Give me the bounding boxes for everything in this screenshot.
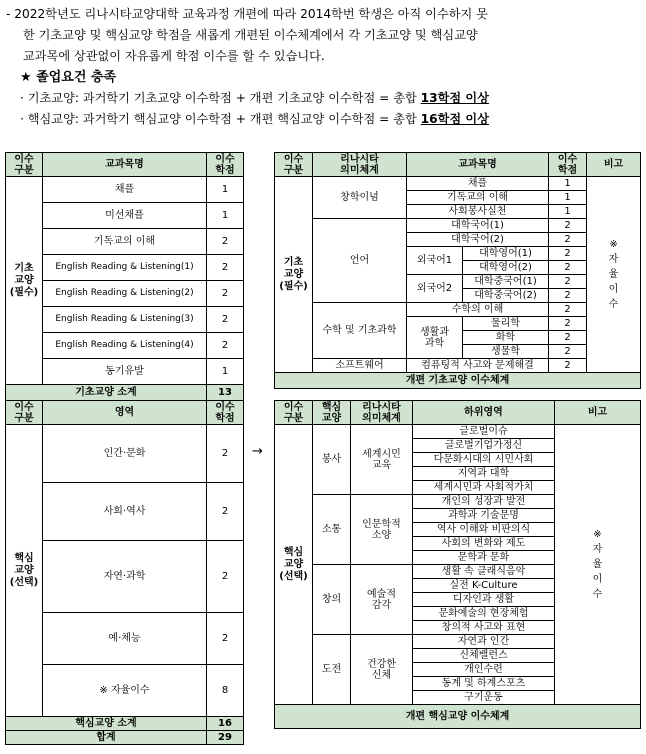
header-subarea: 하위영역 xyxy=(413,401,555,425)
area-name: 자연·과학 xyxy=(43,541,207,613)
course-credit: 2 xyxy=(549,303,587,317)
subtotal-value: 13 xyxy=(207,385,244,401)
subtotal-label: 핵심교양 소계 xyxy=(6,717,207,731)
course-credit: 2 xyxy=(549,317,587,331)
course-name: 대학중국어(2) xyxy=(463,289,549,303)
area-credit: 2 xyxy=(207,425,244,483)
course-credit: 2 xyxy=(549,275,587,289)
meaning-cell: 언어 xyxy=(313,219,407,303)
subarea-cell: 사회의 변화와 제도 xyxy=(413,537,555,551)
course-name: English Reading & Listening(1) xyxy=(43,255,207,281)
course-name: English Reading & Listening(3) xyxy=(43,307,207,333)
header-course: 교과목명 xyxy=(407,153,549,177)
subarea-cell: 지역과 대학 xyxy=(413,467,555,481)
course-credit: 2 xyxy=(549,331,587,345)
total-label: 합계 xyxy=(6,731,207,745)
header-division: 이수 구분 xyxy=(6,153,43,177)
area-name: ※ 자율이수 xyxy=(43,665,207,717)
group-core: 핵심 교양 (선택) xyxy=(6,425,43,717)
meaning-cell: 세계시민 교육 xyxy=(351,425,413,495)
course-credit: 1 xyxy=(549,191,587,205)
course-name: 미선채플 xyxy=(43,203,207,229)
basic-requirement-text: · 기초교양: 과거학기 기초교양 이수학점 + 개편 기초교양 이수학점 = 총합 xyxy=(20,91,421,105)
course-credit: 2 xyxy=(549,359,587,373)
area-credit: 2 xyxy=(207,613,244,665)
area-credit: 2 xyxy=(207,483,244,541)
subarea-cell: 세계시민과 사회적가치 xyxy=(413,481,555,495)
meaning-cell: 수학 및 기초과학 xyxy=(313,303,407,359)
footer-label: 개편 핵심교양 이수체계 xyxy=(275,705,641,729)
course-credit: 2 xyxy=(207,229,244,255)
header-division: 이수 구분 xyxy=(275,153,313,177)
subarea-cell: 문화예술의 현장체험 xyxy=(413,607,555,621)
old-core-table xyxy=(5,400,244,745)
course-credit: 2 xyxy=(549,219,587,233)
group-core: 핵심 교양 (선택) xyxy=(275,425,313,705)
header-core: 핵심 교양 xyxy=(313,401,351,425)
meaning-cell: 창학이념 xyxy=(313,177,407,219)
course-credit: 2 xyxy=(207,255,244,281)
area-name: 인간·문화 xyxy=(43,425,207,483)
header-credit: 이수 학점 xyxy=(207,401,244,425)
note-cell: ※ 자 율 이 수 xyxy=(555,425,641,705)
course-credit: 1 xyxy=(549,177,587,191)
core-requirement-credits: 16학점 이상 xyxy=(420,112,489,126)
course-name: 채플 xyxy=(407,177,549,191)
meaning-cell: 예술적 감각 xyxy=(351,565,413,635)
subarea-cell: 글로벌기업가정신 xyxy=(413,439,555,453)
core-requirement-text: · 핵심교양: 과거학기 핵심교양 이수학점 + 개편 핵심교양 이수학점 = 총합 xyxy=(20,112,421,126)
meaning-cell: 건강한 신체 xyxy=(351,635,413,705)
course-name: 생물학 xyxy=(463,345,549,359)
core-cell: 창의 xyxy=(313,565,351,635)
course-credit: 2 xyxy=(207,333,244,359)
old-basic-table xyxy=(5,152,244,401)
note-cell: ※ 자 율 이 수 xyxy=(587,177,641,373)
graduation-title: ★ 졸업요건 충족 xyxy=(20,70,117,85)
subarea-cell: 실전 K-Culture xyxy=(413,579,555,593)
course-name: 기독교의 이해 xyxy=(43,229,207,255)
subarea-cell: 과학과 기술문명 xyxy=(413,509,555,523)
course-credit: 2 xyxy=(549,261,587,275)
course-name: 사회봉사실천 xyxy=(407,205,549,219)
header-credit: 이수 학점 xyxy=(549,153,587,177)
group-basic: 기초 교양 (필수) xyxy=(275,177,313,373)
basic-requirement-credits: 13학점 이상 xyxy=(420,91,489,105)
intro-line: 한 기초교양 및 핵심교양 학점을 새롭게 개편된 이수체계에서 각 기초교양 및 핵심교양 xyxy=(23,28,478,42)
header-meaning: 리나시타 의미체계 xyxy=(351,401,413,425)
course-name: 채플 xyxy=(43,177,207,203)
total-value: 29 xyxy=(207,731,244,745)
course-credit: 1 xyxy=(207,359,244,385)
header-credit: 이수 학점 xyxy=(207,153,244,177)
subtotal-label: 기초교양 소계 xyxy=(6,385,207,401)
basic-requirement xyxy=(6,88,642,109)
subarea-cell: 신체밸런스 xyxy=(413,649,555,663)
course-name: English Reading & Listening(4) xyxy=(43,333,207,359)
course-credit: 1 xyxy=(207,203,244,229)
subarea-cell: 다문화시대의 시민사회 xyxy=(413,453,555,467)
core-cell: 소통 xyxy=(313,495,351,565)
arrow-icon: → xyxy=(252,444,263,459)
header-meaning: 리나시타 의미체계 xyxy=(313,153,407,177)
subarea-cell: 자연과 인간 xyxy=(413,635,555,649)
course-credit: 2 xyxy=(549,233,587,247)
sub-cell: 외국어1 xyxy=(407,247,463,275)
sub-cell: 생활과 과학 xyxy=(407,317,463,359)
new-basic-table xyxy=(274,152,641,389)
course-name: 컴퓨팅적 사고와 문제해결 xyxy=(407,359,549,373)
subarea-cell: 창의적 사고와 표현 xyxy=(413,621,555,635)
course-credit: 1 xyxy=(207,177,244,203)
course-name: 대학영어(2) xyxy=(463,261,549,275)
course-name: 화학 xyxy=(463,331,549,345)
course-credit: 2 xyxy=(207,281,244,307)
subarea-cell: 구기운동 xyxy=(413,691,555,705)
area-credit: 8 xyxy=(207,665,244,717)
subarea-cell: 개인수련 xyxy=(413,663,555,677)
header-note: 비고 xyxy=(587,153,641,177)
course-name: 동기유발 xyxy=(43,359,207,385)
course-name: 대학국어(2) xyxy=(407,233,549,247)
subarea-cell: 동계 및 하계스포츠 xyxy=(413,677,555,691)
course-name: English Reading & Listening(2) xyxy=(43,281,207,307)
header-area: 영역 xyxy=(43,401,207,425)
course-name: 수학의 이해 xyxy=(407,303,549,317)
area-credit: 2 xyxy=(207,541,244,613)
new-core-table xyxy=(274,400,641,729)
area-name: 예·체능 xyxy=(43,613,207,665)
core-cell: 도전 xyxy=(313,635,351,705)
course-credit: 2 xyxy=(549,345,587,359)
intro-line: 교과목에 상관없이 자유롭게 학점 이수를 할 수 있습니다. xyxy=(23,49,325,63)
intro-line: - 2022학년도 리나시타교양대학 교육과정 개편에 따라 2014학번 학생은 아직 이수하지 못 xyxy=(6,7,488,21)
core-cell: 봉사 xyxy=(313,425,351,495)
course-name: 대학중국어(1) xyxy=(463,275,549,289)
course-credit: 2 xyxy=(207,307,244,333)
sub-cell: 외국어2 xyxy=(407,275,463,303)
course-credit: 2 xyxy=(549,247,587,261)
subarea-cell: 생활 속 클래식음악 xyxy=(413,565,555,579)
course-name: 기독교의 이해 xyxy=(407,191,549,205)
course-name: 물리학 xyxy=(463,317,549,331)
subarea-cell: 개인의 성장과 발전 xyxy=(413,495,555,509)
group-basic: 기초 교양 (필수) xyxy=(6,177,43,385)
subtotal-value: 16 xyxy=(207,717,244,731)
core-requirement xyxy=(6,109,642,130)
course-name: 대학영어(1) xyxy=(463,247,549,261)
course-credit: 2 xyxy=(549,289,587,303)
course-name: 대학국어(1) xyxy=(407,219,549,233)
subarea-cell: 역사 이해와 비판의식 xyxy=(413,523,555,537)
header-division: 이수 구분 xyxy=(6,401,43,425)
subarea-cell: 글로벌이슈 xyxy=(413,425,555,439)
subarea-cell: 디자인과 생활 xyxy=(413,593,555,607)
meaning-cell: 인문학적 소양 xyxy=(351,495,413,565)
area-name: 사회·역사 xyxy=(43,483,207,541)
footer-label: 개편 기초교양 이수체계 xyxy=(275,373,641,389)
meaning-cell: 소프트웨어 xyxy=(313,359,407,373)
subarea-cell: 문학과 문화 xyxy=(413,551,555,565)
header-division: 이수 구분 xyxy=(275,401,313,425)
course-credit: 1 xyxy=(549,205,587,219)
intro-section xyxy=(6,4,642,130)
header-note: 비고 xyxy=(555,401,641,425)
header-course: 교과목명 xyxy=(43,153,207,177)
